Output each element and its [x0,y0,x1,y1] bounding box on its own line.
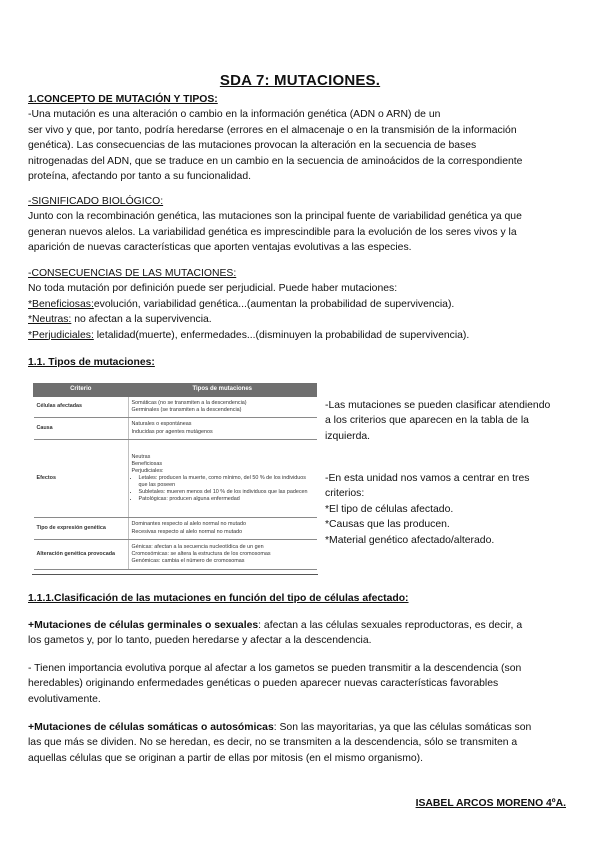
consequences-heading: -CONSECUENCIAS DE LAS MUTACIONES: [28,268,237,279]
row-label: Alteración genética provocada [34,540,129,570]
consequence-label: *Beneficiosas: [28,298,94,310]
row-value: Somáticas (no se transmiten a la descendencia) [131,399,247,406]
consequence-label: *Neutras: [28,314,72,326]
consequence-item [28,312,576,327]
germinal-line [28,618,576,633]
consequence-item [28,328,576,343]
importance-line: - Tienen importancia evolutiva porque al afectar a los gametos se pueden transmitir a la descendencia (son [28,663,522,674]
concept-section [28,92,576,184]
row-values [128,440,317,518]
importance-paragraph [28,661,576,707]
author-signature: ISABEL ARCOS MORENO 4ºA. [415,798,566,809]
row-value: Inducidas por agentes mutágenos [131,428,213,435]
somatic-text: : Son las mayoritarias, ya que las células somáticas son [273,722,532,733]
row-values [128,540,317,570]
side-line: *Material genético afectado/alterado. [325,534,495,546]
side-line: -En esta unidad nos vamos a centrar en tres [325,473,530,484]
types-heading: 1.1. Tipos de mutaciones: [28,357,155,368]
mutation-types-table [33,383,317,570]
germinal-line: los gametos y, por lo tanto, pueden heredarse y afectar a la descendencia. [28,635,372,647]
concept-line: -Una mutación es una alteración o cambio en la información genética (ADN o ARN) de un [28,109,441,121]
effects-list [132,475,314,503]
concept-line: nitrogenadas del ADN, que se traduce en un cambio en la secuencia de aminoácidos de la correspondiente [28,155,523,167]
germinal-text: : afectan a las células sexuales reproductoras, es decir, a [258,620,523,631]
importance-line: heredables) originando enfermedades genéticas o pueden aparecer nuevas características favorables [28,678,499,690]
side-line: -Las mutaciones se pueden clasificar atendiendo [325,400,551,411]
unit-criteria [325,471,575,548]
consequence-text: letalidad(muerte), enfermedades...(disminuyen la probabilidad de supervivencia). [93,329,470,341]
list-item: • Subletales: mueren menos del 10 % de los individuos que las padecen [139,489,314,496]
side-line: criterios: [325,488,365,500]
significance-line: Junto con la recombinación genética, las mutaciones son la principal fuente de variabilidad genética ya que [28,211,522,223]
row-value: Génicas: afectan a la secuencia nucleotídica de un gen [131,543,264,550]
significance-section [28,194,576,256]
row-value: Genómicas: cambia el número de cromosomas [131,558,245,565]
consequence-text: no afectan a la supervivencia. [71,314,212,326]
list-item: • Patológicas: producen alguna enfermedad [139,496,314,503]
types-section [28,355,576,370]
significance-line: aparición de nuevas características que aporten ventajas evolutivas a las especies. [28,242,412,254]
significance-heading: -SIGNIFICADO BIOLÓGICO: [28,196,164,207]
consequence-item [28,297,576,312]
row-label: Efectos [34,440,129,518]
table-explanation [325,398,575,444]
classification-heading: 1.1.1.Clasificación de las mutaciones en función del tipo de células afectado: [28,593,409,604]
table-row [34,440,317,518]
somatic-line [28,720,576,735]
germinal-paragraph [28,618,576,649]
side-line: a los criterios que aparecen en la tabla de la [325,415,529,427]
somatic-line: las que más se dividen. No se heredan, es decir, no se transmiten a la descendencia, sólo se transmiten a [28,737,518,749]
side-line: *El tipo de células afectado. [325,503,454,515]
row-value: Dominantes respecto al alelo normal no mutado [131,521,246,528]
consequences-section [28,266,576,343]
table-row [34,518,317,540]
importance-line: evolutivamente. [28,693,101,705]
somatic-paragraph [28,720,576,766]
germinal-title: +Mutaciones de células germinales o sexuales [28,620,259,631]
concept-line: ser vivo y que, por tanto, podría heredarse (errores en el almacenaje o en la transmisión de la información [28,124,517,136]
table-row [34,540,317,570]
significance-line: generan nuevos alelos. La variabilidad genética es imprescindible para la evolución de los seres vivos y la [28,226,517,238]
row-value: Neutras [131,453,151,460]
row-value: Beneficiosas [131,460,163,467]
somatic-line: aquellas células que se originan a partir de ellas por mitosis (en el mismo organismo). [28,752,424,764]
page-title: SDA 7: MUTACIONES. [219,72,381,89]
consequence-label: *Perjudiciales: [28,329,94,341]
row-values [128,418,317,440]
row-values [128,518,317,540]
table-row [34,397,317,418]
classification-section [28,591,576,606]
side-line: izquierda. [325,430,371,442]
row-label: Tipo de expresión genética [34,518,129,540]
concept-line: genética). Las consecuencias de las mutaciones provocan la alteración en la secuencia de bases [28,140,477,152]
consequence-text: evolución, variabilidad genética...(aumentan la probabilidad de supervivencia). [93,298,455,310]
somatic-title: +Mutaciones de células somáticas o autosómicas [28,722,274,733]
table-header-types: Tipos de mutaciones [128,384,317,397]
row-value: Germinales (se transmiten a la descendencia) [131,407,242,413]
row-value: Naturales o espontáneas [131,421,192,428]
table-row [34,418,317,440]
concept-line: proteína, afectando por tanto a su funcionalidad. [28,171,251,183]
consequences-intro: No toda mutación por definición puede ser perjudicial. Puede haber mutaciones: [28,283,398,295]
table-header-criterion: Criterio [34,384,129,397]
row-label: Células afectadas [34,397,129,418]
concept-heading: 1.CONCEPTO DE MUTACIÓN Y TIPOS: [28,94,218,105]
row-value: Recesivas respecto al alelo normal no mutado [131,528,243,535]
side-line: *Causas que las producen. [325,519,450,531]
row-label: Causa [34,418,129,440]
list-item: • Letales: producen la muerte, como mínimo, del 50 % de los individuos que las poseen [139,475,314,489]
row-value: Perjudiciales: [131,467,164,474]
row-value: Cromosómicas: se altera la estructura de los cromosomas [131,550,271,557]
row-values [128,397,317,418]
